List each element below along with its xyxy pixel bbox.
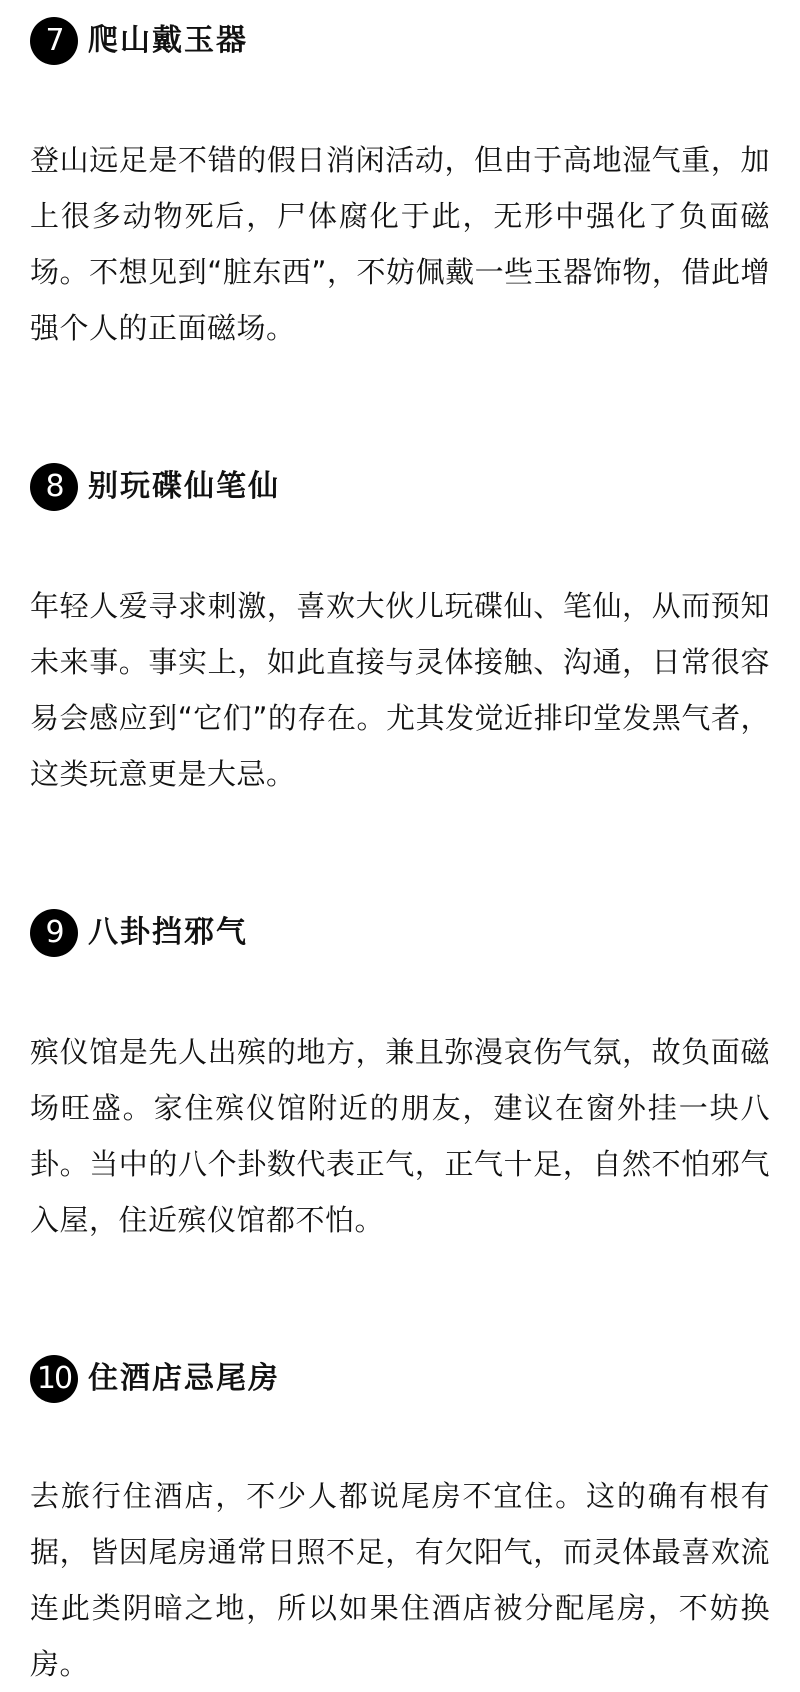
section-heading	[30, 462, 280, 512]
section-heading	[30, 908, 248, 958]
section-heading	[30, 16, 248, 66]
section-body: 殡仪馆是先人出殡的地方，兼且弥漫哀伤气氛，故负面磁场旺盛。家住殡仪馆附近的朋友，建议在窗外挂一块八卦。当中的八个卦数代表正气，正气十足，自然不怕邪气入屋，住近殡仪馆都不怕。	[30, 1035, 770, 1237]
section-title: 爬山戴玉器	[88, 23, 248, 58]
number-badge: 9	[30, 909, 78, 957]
section-heading	[30, 1354, 280, 1404]
section-title: 住酒店忌尾房	[88, 1361, 280, 1396]
section-body: 年轻人爱寻求刺激，喜欢大伙儿玩碟仙、笔仙，从而预知未来事。事实上，如此直接与灵体接触、沟通，日常很容易会感应到“它们”的存在。尤其发觉近排印堂发黑气者，这类玩意更是大忌。	[30, 589, 770, 791]
section-title: 八卦挡邪气	[88, 915, 248, 950]
section-body: 登山远足是不错的假日消闲活动，但由于高地湿气重，加上很多动物死后，尸体腐化于此，无形中强化了负面磁场。不想见到“脏东西”，不妨佩戴一些玉器饰物，借此增强个人的正面磁场。	[30, 143, 770, 345]
number-badge: 10	[30, 1355, 78, 1403]
number-badge: 8	[30, 463, 78, 511]
section-title: 别玩碟仙笔仙	[88, 469, 280, 504]
section-body: 去旅行住酒店，不少人都说尾房不宜住。这的确有根有据，皆因尾房通常日照不足，有欠阳气，而灵体最喜欢流连此类阴暗之地，所以如果住酒店被分配尾房，不妨换房。	[30, 1479, 770, 1681]
number-badge: 7	[30, 17, 78, 65]
